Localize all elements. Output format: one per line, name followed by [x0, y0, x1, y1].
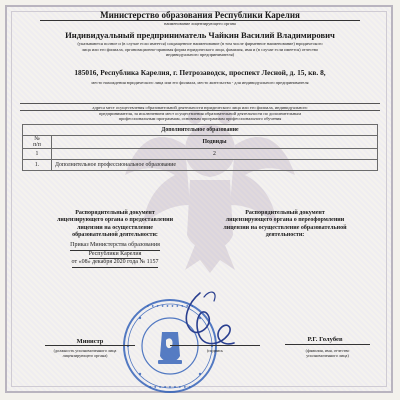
grant-order-line-2: лицензирующего органа о предоставлении	[56, 217, 174, 224]
svg-text:• • • • • • • • •: • • • • • • • • •	[148, 385, 192, 391]
name-caption-line-2: уполномоченного лица)	[306, 353, 349, 359]
table-col-number	[23, 136, 52, 149]
places-caption-line-3: профессиональным программам, основным программам профессионального обучения	[118, 116, 282, 122]
grant-order-doc-line-2: Республики Карелия	[89, 251, 142, 260]
official-name: Р.Г. Голубев	[307, 336, 343, 343]
table-col-number-line-2: п/п	[33, 142, 41, 148]
official-position: Министр	[76, 338, 104, 345]
holder-address: 185016, Республика Карелия, г. Петрозаводск, проспект Лесной, д. 15, кв. 8,	[74, 68, 326, 77]
places-caption-line-1: адреса мест осуществления образовательной деятельности юридического лица или его филиала, индивидуального	[92, 105, 308, 110]
official-position-caption	[20, 348, 150, 359]
table-index-2: 2	[52, 149, 378, 160]
position-underline	[45, 345, 135, 346]
position-caption-line-1: (должность уполномоченного лица	[53, 348, 117, 353]
license-holder-name: Индивидуальный предприниматель Чайкин Василий Владимирович	[65, 30, 335, 40]
signature-underline	[170, 345, 260, 346]
table-title-row	[23, 125, 378, 136]
places-blank-line	[20, 103, 380, 104]
reissue-order-block	[200, 210, 370, 240]
address-caption-line-1: место нахождения юридического лица или его филиала, место жительства - для индивидуального предпринимателя	[91, 80, 309, 85]
position-caption-line-2: лицензирующего органа)	[62, 353, 108, 359]
table-row-subtype: Дополнительное профессиональное образование	[52, 160, 378, 171]
grant-order-doc-line-1: Приказ Министерства образования	[70, 242, 160, 251]
signature-caption: (подпись	[207, 348, 223, 353]
grant-order-block	[30, 210, 200, 240]
table-row-number: 1.	[23, 160, 52, 171]
reissue-order-line-2: лицензирующего органа о переоформлении	[225, 217, 345, 224]
reissue-order-line-4: деятельности:	[265, 232, 305, 239]
official-name-underline	[285, 344, 370, 345]
grant-order-line-1: Распорядительный документ	[75, 210, 155, 216]
holder-caption-line-3: индивидуального предпринимателя)	[165, 52, 235, 58]
table-header-row	[23, 136, 378, 149]
table-col-number-line-1: №	[34, 136, 40, 142]
table-index-1: 1	[23, 149, 52, 160]
licensing-authority-caption: наименование лицензирующего органа	[164, 21, 236, 26]
svg-text:• • • • • • • • • •: • • • • • • • • • •	[146, 304, 194, 310]
grant-order-doc-line-3: от «08» декабря 2020 года № 1157	[72, 259, 159, 268]
holder-caption-line-1: (указываются полное и (в случае если имеется) сокращенное наименование (в том числе фирменное наименование) юридического	[77, 41, 323, 46]
holder-address-caption	[40, 80, 360, 86]
licensing-authority-name: Министерство образования Республики Карелия	[40, 10, 360, 21]
reissue-order-line-1: Распорядительный документ	[245, 210, 325, 216]
official-name-caption	[280, 348, 375, 359]
table-title: Дополнительное образование	[23, 125, 378, 136]
reissue-order-line-3: лицензии на осуществление образовательной	[223, 224, 347, 231]
name-caption-line-1: (фамилия, имя, отчество	[305, 348, 350, 353]
holder-caption-line-2: лица или его филиала, организационно-правовая форма юридического лица, фамилия, имя и (в случае если имеется) отчество	[81, 46, 319, 52]
table-row	[23, 160, 378, 171]
grant-order-line-4: образовательной деятельности:	[72, 232, 158, 239]
education-table	[22, 124, 378, 171]
education-places-caption	[20, 105, 380, 122]
grant-order-document	[40, 242, 190, 268]
places-caption-line-2: предпринимателя, за исключением мест осуществления образовательной деятельности по дополнительным	[99, 110, 301, 116]
table-index-row	[23, 149, 378, 160]
license-holder-caption	[20, 41, 380, 58]
table-col-subtypes: Подвиды	[52, 136, 378, 149]
grant-order-line-3: лицензии на осуществление	[77, 224, 153, 231]
